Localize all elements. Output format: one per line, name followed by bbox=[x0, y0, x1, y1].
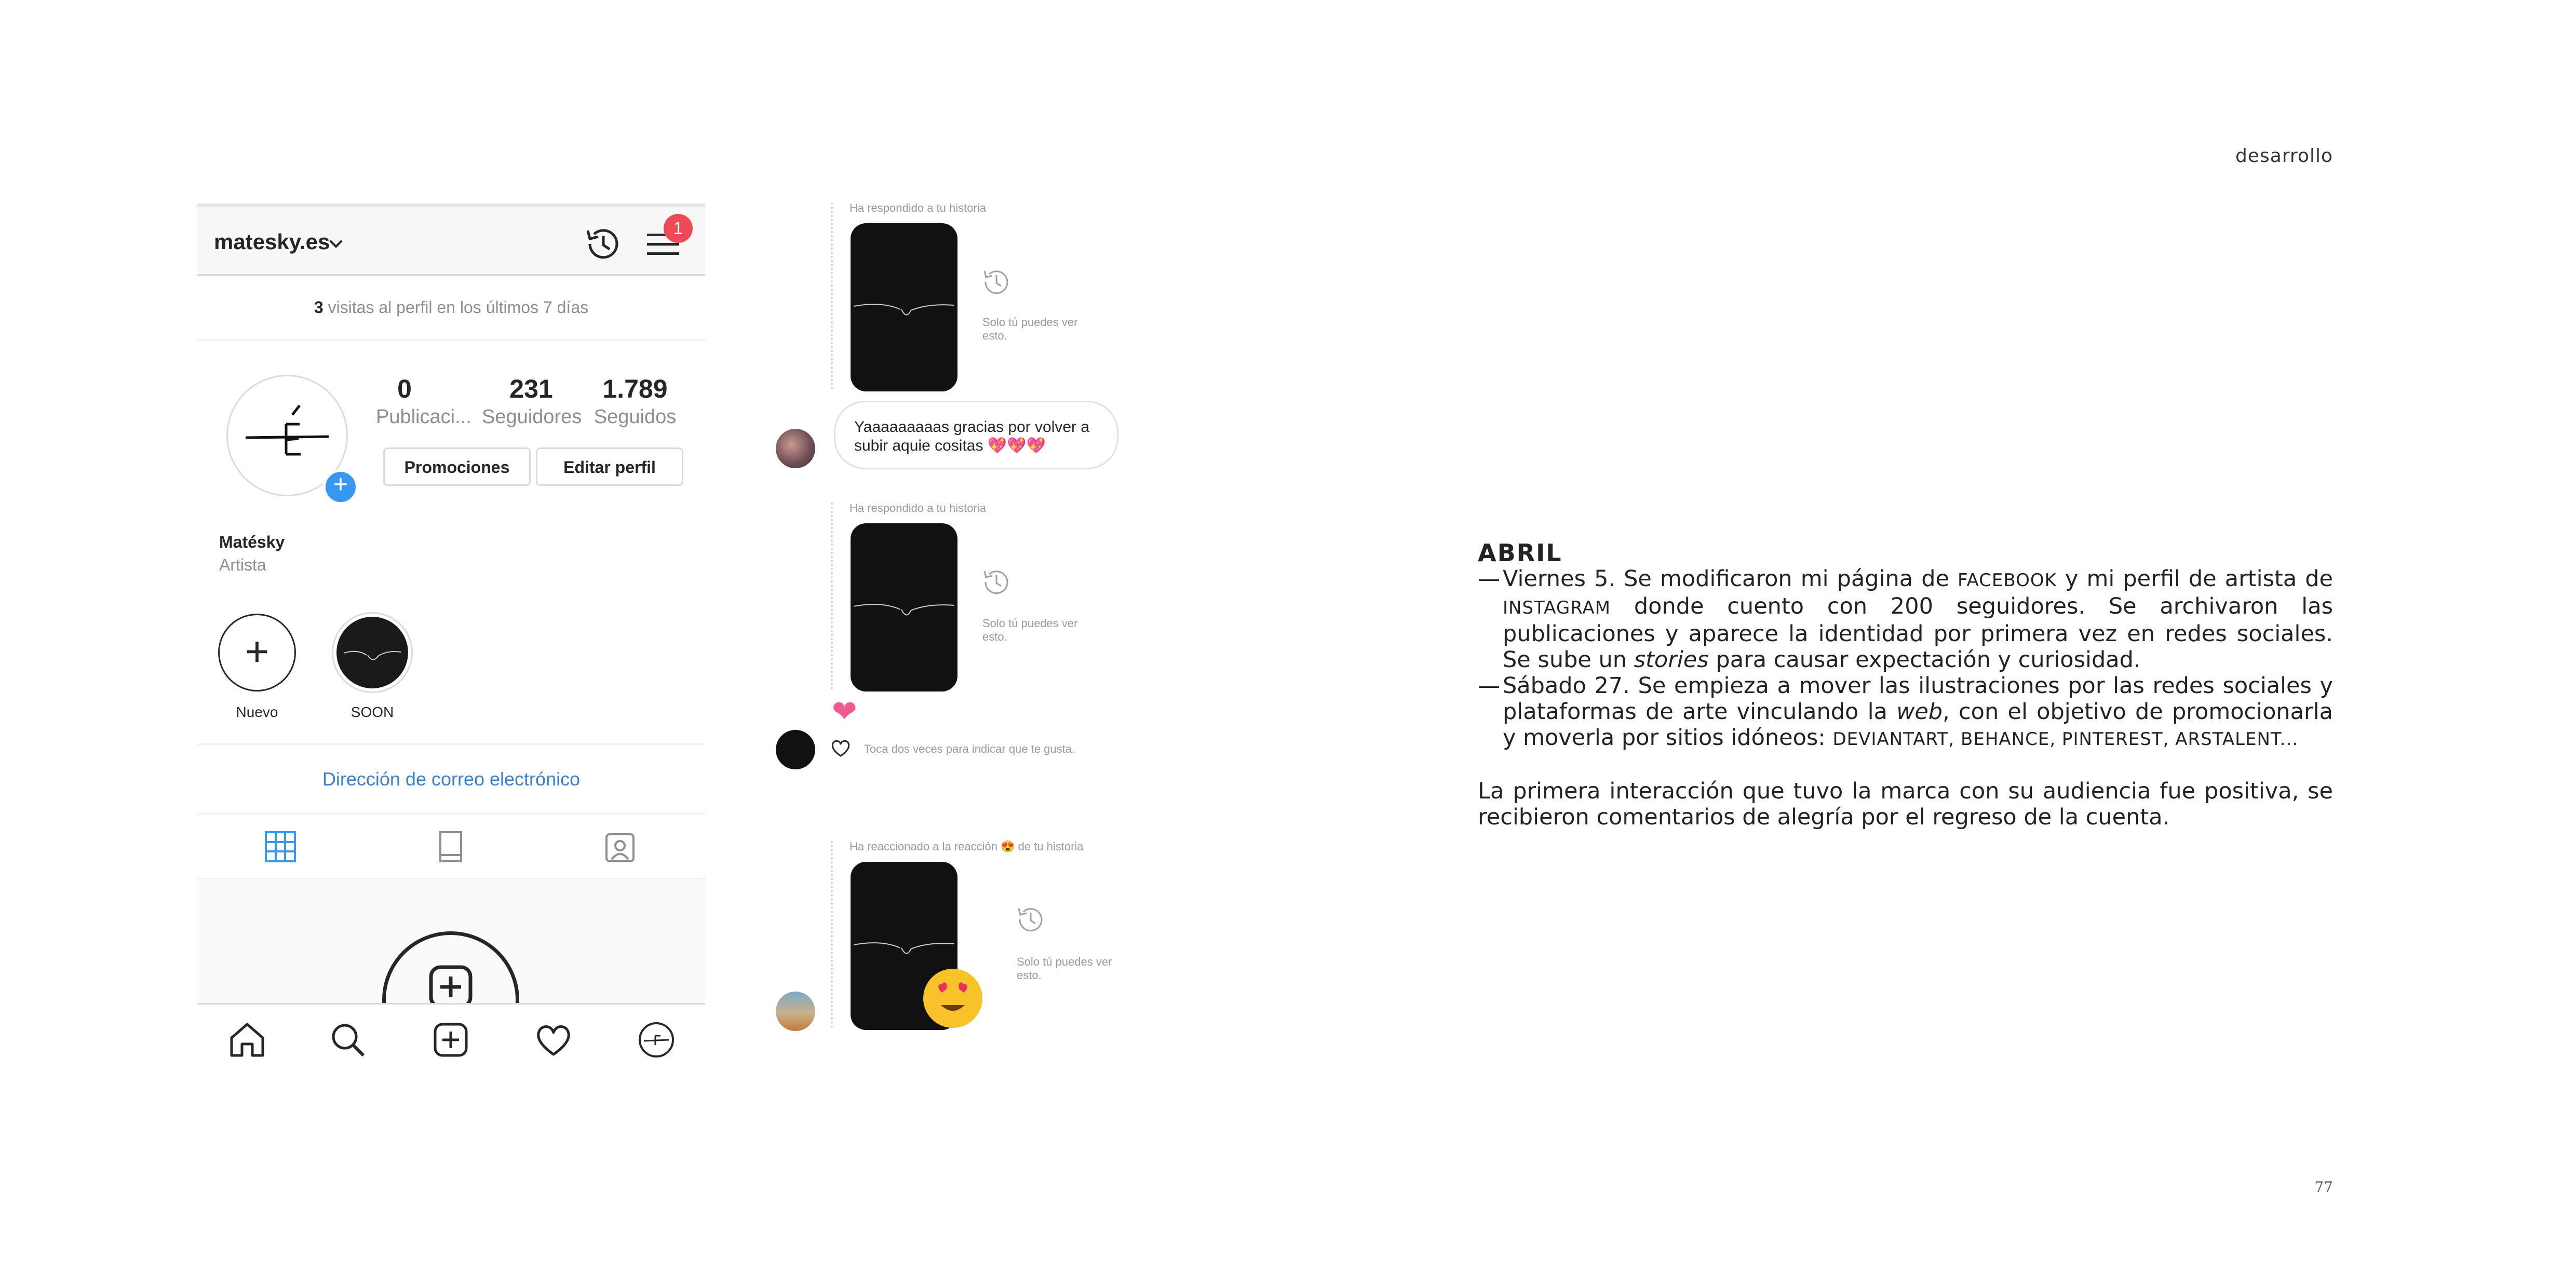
hands-illustration-icon bbox=[851, 919, 957, 971]
profile-username[interactable]: matesky.es bbox=[214, 229, 330, 254]
new-highlight-button[interactable]: + bbox=[218, 614, 296, 692]
edit-profile-button[interactable]: Editar perfil bbox=[536, 448, 683, 486]
like-hint: Toca dos veces para indicar que te gusta. bbox=[864, 742, 1075, 755]
profile-name: Matésky bbox=[219, 533, 285, 551]
profile-category: Artista bbox=[219, 555, 266, 574]
reply-label: Ha respondido a tu historia bbox=[849, 501, 986, 514]
highlight-soon[interactable] bbox=[333, 614, 411, 692]
thread-line bbox=[831, 202, 833, 389]
section-heading: ABRIL bbox=[1478, 539, 1562, 567]
user-avatar[interactable] bbox=[776, 429, 815, 468]
feed-view-icon[interactable] bbox=[434, 830, 467, 863]
highlight-label-new: Nuevo bbox=[236, 704, 278, 720]
notification-badge: 1 bbox=[664, 214, 693, 243]
story-replies-screenshot bbox=[768, 197, 1132, 1080]
list-item: — Sábado 27. Se empieza a mover las ilustraciones por las redes sociales y plataformas de arte vinculando la web, con el objetivo de promocionarla y moverla por sitios idóneos: DEVIANTART, BEHANCE, PINTEREST, ARSTALENT... bbox=[1478, 673, 2333, 751]
archive-history-icon[interactable] bbox=[583, 223, 624, 265]
email-contact-link[interactable]: Dirección de correo electrónico bbox=[322, 768, 581, 790]
thread-line bbox=[831, 503, 833, 689]
history-clock-icon bbox=[980, 266, 1013, 298]
chevron-down-icon[interactable] bbox=[329, 235, 342, 248]
hands-illustration-icon bbox=[851, 280, 957, 332]
reply-label: Ha respondido a tu historia bbox=[849, 201, 986, 214]
private-note: Solo tú puedes ver esto. bbox=[982, 617, 1078, 643]
heart-reaction-icon: ❤ bbox=[832, 695, 857, 728]
story-thumbnail[interactable] bbox=[851, 523, 957, 692]
divider bbox=[197, 743, 705, 745]
list-item: — Viernes 5. Se modificaron mi página de FACEBOOK y mi perfil de artista de INSTAGRAM donde cuento con 200 seguidores. Se archivaron las publicaciones y aparece la identidad por primera vez en redes sociales. Se sube un stories para causar expectación y curiosidad. bbox=[1478, 566, 2333, 673]
profile-top-bar bbox=[197, 204, 705, 276]
hands-illustration-icon bbox=[851, 580, 957, 632]
home-icon[interactable] bbox=[227, 1020, 267, 1060]
search-icon[interactable] bbox=[328, 1020, 368, 1060]
new-post-icon[interactable] bbox=[431, 1020, 470, 1060]
story-thumbnail[interactable] bbox=[851, 223, 957, 391]
stat-following[interactable]: 1.789 Seguidos bbox=[594, 374, 677, 428]
private-note: Solo tú puedes ver esto. bbox=[1017, 955, 1112, 982]
page-number: 77 bbox=[2314, 1178, 2333, 1196]
message-bubble: Yaaaaaaaaas gracias por volver a subir aquie cositas 💖💖💖 bbox=[834, 401, 1118, 469]
history-clock-icon bbox=[1015, 903, 1047, 936]
highlight-label-soon: SOON bbox=[350, 704, 394, 720]
stat-followers[interactable]: 231 Seguidores bbox=[482, 374, 582, 428]
reaction-label: Ha reaccionado a la reacción 😍 de tu historia bbox=[849, 840, 1084, 853]
profile-tab-icon[interactable] bbox=[637, 1020, 676, 1060]
promotions-button[interactable]: Promociones bbox=[383, 448, 531, 486]
body-text bbox=[1478, 540, 2333, 830]
instagram-profile-screenshot bbox=[197, 204, 705, 1075]
summary-paragraph: La primera interacción que tuvo la marca con su audiencia fue positiva, se recibieron comentarios de alegría por el regreso de la cuenta. bbox=[1478, 778, 2333, 830]
add-story-button[interactable]: + bbox=[323, 469, 358, 505]
user-avatar[interactable] bbox=[776, 992, 815, 1031]
stat-posts: 0 Publicaci... bbox=[376, 374, 471, 428]
hands-illustration-icon bbox=[336, 617, 408, 688]
section-header: desarrollo bbox=[2235, 145, 2333, 167]
divider bbox=[197, 340, 705, 341]
grid-icon[interactable] bbox=[264, 830, 297, 863]
profile-visits: 3 visitas al perfil en los últimos 7 días bbox=[314, 298, 589, 317]
history-clock-icon bbox=[980, 566, 1013, 598]
thread-line bbox=[831, 841, 833, 1028]
user-avatar[interactable] bbox=[776, 730, 815, 769]
profile-view-tabs bbox=[197, 813, 705, 879]
activity-heart-icon[interactable] bbox=[534, 1020, 573, 1060]
like-heart-icon[interactable] bbox=[830, 737, 852, 759]
bottom-navigation bbox=[197, 1003, 705, 1075]
private-note: Solo tú puedes ver esto. bbox=[982, 316, 1078, 342]
heart-eyes-emoji-icon bbox=[923, 969, 982, 1028]
tagged-photos-icon[interactable] bbox=[603, 830, 637, 863]
